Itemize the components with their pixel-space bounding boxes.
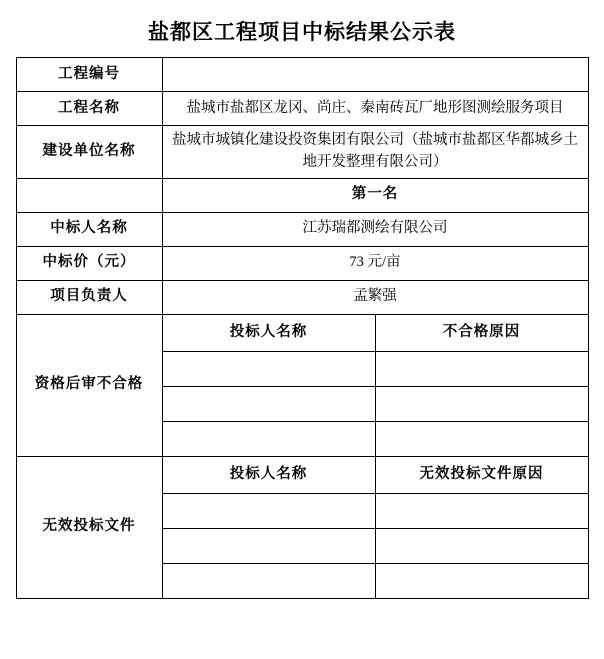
subtable-header-row [163, 457, 588, 494]
value-project-code [162, 58, 588, 92]
invalid-subtable [163, 457, 588, 598]
bid-result-table [16, 57, 589, 599]
cell-unqualified-reason [375, 386, 588, 421]
value-winner-name: 江苏瑞都测绘有限公司 [162, 212, 588, 246]
label-winner-name: 中标人名称 [16, 212, 162, 246]
table-row [163, 493, 588, 528]
value-project-manager: 孟繁强 [162, 280, 588, 314]
column-header-invalid-reason: 无效投标文件原因 [375, 457, 588, 494]
label-rank [16, 178, 162, 212]
table-row-project-name [16, 92, 588, 126]
cell-unqualified-reason [375, 421, 588, 456]
label-project-code: 工程编号 [16, 58, 162, 92]
table-row-project-manager [16, 280, 588, 314]
table-row [163, 563, 588, 598]
label-unqualified-section: 资格后审不合格 [16, 314, 162, 456]
column-header-unqualified-reason: 不合格原因 [375, 315, 588, 352]
table-row [163, 421, 588, 456]
label-invalid-section: 无效投标文件 [16, 456, 162, 598]
cell-bidder-name [163, 528, 376, 563]
cell-invalid-reason [375, 563, 588, 598]
value-winning-price: 73 元/亩 [162, 246, 588, 280]
table-row-project-code [16, 58, 588, 92]
cell-invalid-reason [375, 528, 588, 563]
unqualified-subtable-wrap [162, 314, 588, 456]
unqualified-subtable [163, 315, 588, 456]
label-owner-unit: 建设单位名称 [16, 126, 162, 179]
label-project-manager: 项目负责人 [16, 280, 162, 314]
table-row-winner-name [16, 212, 588, 246]
value-project-name: 盐城市盐都区龙冈、尚庄、秦南砖瓦厂地形图测绘服务项目 [162, 92, 588, 126]
column-header-bidder-name: 投标人名称 [163, 457, 376, 494]
table-row [163, 528, 588, 563]
cell-bidder-name [163, 421, 376, 456]
table-row-winning-price [16, 246, 588, 280]
cell-bidder-name [163, 563, 376, 598]
table-row-invalid-section [16, 456, 588, 598]
table-row [163, 386, 588, 421]
cell-unqualified-reason [375, 351, 588, 386]
page-title: 盐都区工程项目中标结果公示表 [148, 20, 456, 44]
table-row-rank [16, 178, 588, 212]
cell-invalid-reason [375, 493, 588, 528]
cell-bidder-name [163, 493, 376, 528]
table-row-unqualified-section [16, 314, 588, 456]
label-winning-price: 中标价（元） [16, 246, 162, 280]
table-row-owner-unit [16, 126, 588, 179]
table-row [163, 351, 588, 386]
cell-bidder-name [163, 386, 376, 421]
value-owner-unit: 盐城市城镇化建设投资集团有限公司（盐城市盐都区华都城乡土地开发整理有限公司） [162, 126, 588, 179]
cell-bidder-name [163, 351, 376, 386]
value-rank: 第一名 [162, 178, 588, 212]
column-header-bidder-name: 投标人名称 [163, 315, 376, 352]
label-project-name: 工程名称 [16, 92, 162, 126]
subtable-header-row [163, 315, 588, 352]
invalid-subtable-wrap [162, 456, 588, 598]
